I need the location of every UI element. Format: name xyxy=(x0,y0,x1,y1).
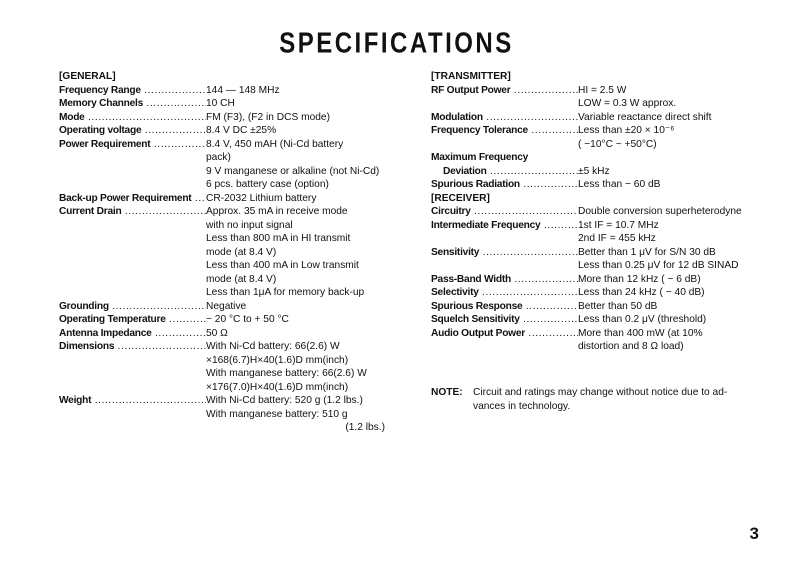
transmitter-receiver-specs xyxy=(431,70,761,354)
spec-value: 8.4 V DC ±25% xyxy=(206,125,277,136)
spec-value: 6 pcs. battery case (option) xyxy=(206,179,329,190)
spec-label: Power Requirement ..... xyxy=(59,138,206,152)
spec-label: Selectivity ..... xyxy=(431,286,578,300)
spec-label: Maximum Frequency xyxy=(431,152,529,163)
spec-value: ±5 kHz xyxy=(578,165,610,177)
spec-label: Mode ..... xyxy=(59,111,206,125)
spec-value: Less than 0.25 μV for 12 dB SINAD xyxy=(578,260,739,271)
spec-value: Better than 50 dB xyxy=(578,300,658,312)
spec-value: Approx. 35 mA in receive mode xyxy=(206,206,348,217)
spec-value: pack) xyxy=(206,152,231,163)
spec-row xyxy=(59,84,389,98)
spec-value: With Ni-Cd battery: 520 g (1.2 lbs.) xyxy=(206,395,363,406)
spec-row xyxy=(431,313,761,327)
spec-value: Less than 800 mA in HI transmit xyxy=(206,233,351,244)
spec-row xyxy=(431,205,761,219)
spec-label: Current Drain ..... xyxy=(59,205,206,219)
spec-value: 144 — 148 MHz xyxy=(206,84,280,96)
spec-row xyxy=(59,300,389,314)
spec-value: (1.2 lbs.) xyxy=(345,422,385,433)
spec-label: Spurious Radiation ..... xyxy=(431,178,578,192)
spec-row xyxy=(59,192,389,206)
spec-label: Squelch Sensitivity ..... xyxy=(431,313,578,327)
spec-label: Spurious Response ..... xyxy=(431,300,578,314)
spec-row xyxy=(431,124,761,151)
note-line: vances in technology. xyxy=(473,400,571,412)
spec-row xyxy=(431,273,761,287)
spec-label: Audio Output Power ..... xyxy=(431,327,578,341)
spec-row xyxy=(59,205,389,300)
spec-row xyxy=(59,327,389,341)
note-label: NOTE: xyxy=(431,387,463,398)
receiver-heading: [RECEIVER] xyxy=(431,192,490,204)
spec-value: 50 Ω xyxy=(206,327,228,339)
general-specs xyxy=(59,70,389,435)
spec-value: Less than ±20 × 10⁻⁶ xyxy=(578,125,675,136)
spec-value: Less than 0.2 μV (threshold) xyxy=(578,314,707,325)
spec-row xyxy=(59,394,389,435)
spec-row xyxy=(431,327,761,354)
spec-row xyxy=(59,124,389,138)
spec-value: More than 400 mW (at 10% xyxy=(578,327,703,339)
spec-value: − 20 °C to + 50 °C xyxy=(206,314,289,325)
spec-value: Better than 1 μV for S/N 30 dB xyxy=(578,246,716,258)
spec-label: Operating Temperature ..... xyxy=(59,313,206,327)
spec-label: Weight ..... xyxy=(59,394,206,408)
spec-row xyxy=(431,219,761,246)
page-number: 3 xyxy=(749,524,759,543)
spec-value: Negative xyxy=(206,300,247,312)
spec-value: 10 CH xyxy=(206,98,235,109)
spec-label: Frequency Tolerance ..... xyxy=(431,124,578,138)
spec-value: Double conversion superheterodyne xyxy=(578,206,742,217)
spec-value: Less than − 60 dB xyxy=(578,179,661,190)
note-text xyxy=(473,386,727,413)
spec-value: Less than 400 mA in Low transmit xyxy=(206,260,359,271)
spec-value: ( −10°C ~ +50°C) xyxy=(578,138,657,150)
spec-row xyxy=(431,300,761,314)
transmitter-heading: [TRANSMITTER] xyxy=(431,71,511,82)
spec-row xyxy=(59,111,389,125)
spec-value: With Ni-Cd battery: 66(2.6) W xyxy=(206,341,340,352)
spec-row xyxy=(431,165,761,179)
note xyxy=(431,386,761,413)
spec-value: ×176(7.0)H×40(1.6)D mm(inch) xyxy=(206,381,349,393)
spec-value: 1st IF = 10.7 MHz xyxy=(578,219,659,231)
spec-label: Frequency Range ..... xyxy=(59,84,206,98)
spec-value: with no input signal xyxy=(206,219,293,231)
spec-row xyxy=(59,138,389,192)
spec-value: LOW = 0.3 W approx. xyxy=(578,98,677,109)
spec-value: 2nd IF = 455 kHz xyxy=(578,233,656,244)
spec-value: With manganese battery: 510 g xyxy=(206,408,348,420)
spec-value: mode (at 8.4 V) xyxy=(206,273,277,285)
spec-label: Modulation ..... xyxy=(431,111,578,125)
spec-label: RF Output Power ..... xyxy=(431,84,578,98)
spec-label: Pass-Band Width ..... xyxy=(431,273,578,287)
general-heading: [GENERAL] xyxy=(59,71,116,82)
spec-value: 8.4 V, 450 mAH (Ni-Cd battery xyxy=(206,138,344,150)
spec-value: Less than 1μA for memory back-up xyxy=(206,287,365,298)
spec-value: FM (F3), (F2 in DCS mode) xyxy=(206,111,330,123)
spec-value: Variable reactance direct shift xyxy=(578,111,712,123)
note-line: Circuit and ratings may change without notice due to ad- xyxy=(473,387,728,398)
spec-label: Antenna Impedance ..... xyxy=(59,327,206,341)
spec-value: distortion and 8 Ω load) xyxy=(578,341,684,352)
spec-label: Intermediate Frequency ..... xyxy=(431,219,578,233)
spec-row xyxy=(431,286,761,300)
spec-value: mode (at 8.4 V) xyxy=(206,246,277,258)
spec-value: ×168(6.7)H×40(1.6)D mm(inch) xyxy=(206,354,349,366)
spec-row xyxy=(59,97,389,111)
spec-value: 9 V manganese or alkaline (not Ni-Cd) xyxy=(206,165,380,177)
spec-value: With manganese battery: 66(2.6) W xyxy=(206,368,367,379)
spec-row xyxy=(431,178,761,192)
spec-label: Memory Channels ..... xyxy=(59,97,206,111)
spec-row xyxy=(431,84,761,111)
spec-value: CR-2032 Lithium battery xyxy=(206,192,317,204)
spec-row xyxy=(431,111,761,125)
spec-row xyxy=(59,313,389,327)
spec-value: HI = 2.5 W xyxy=(578,84,627,96)
spec-label: Operating voltage ..... xyxy=(59,124,206,138)
spec-label: Circuitry ..... xyxy=(431,205,578,219)
spec-label: Grounding ..... xyxy=(59,300,206,314)
spec-value: Less than 24 kHz ( − 40 dB) xyxy=(578,287,705,298)
spec-label: Back-up Power Requirement ..... xyxy=(59,192,206,206)
spec-value: More than 12 kHz ( − 6 dB) xyxy=(578,273,701,285)
spec-row xyxy=(431,151,761,165)
spec-label: Sensitivity ..... xyxy=(431,246,578,260)
spec-row xyxy=(59,340,389,394)
page-title: SPECIFICATIONS xyxy=(279,27,514,60)
spec-label: Deviation ..... xyxy=(431,165,578,179)
spec-row xyxy=(431,246,761,273)
spec-label: Dimensions ..... xyxy=(59,340,206,354)
